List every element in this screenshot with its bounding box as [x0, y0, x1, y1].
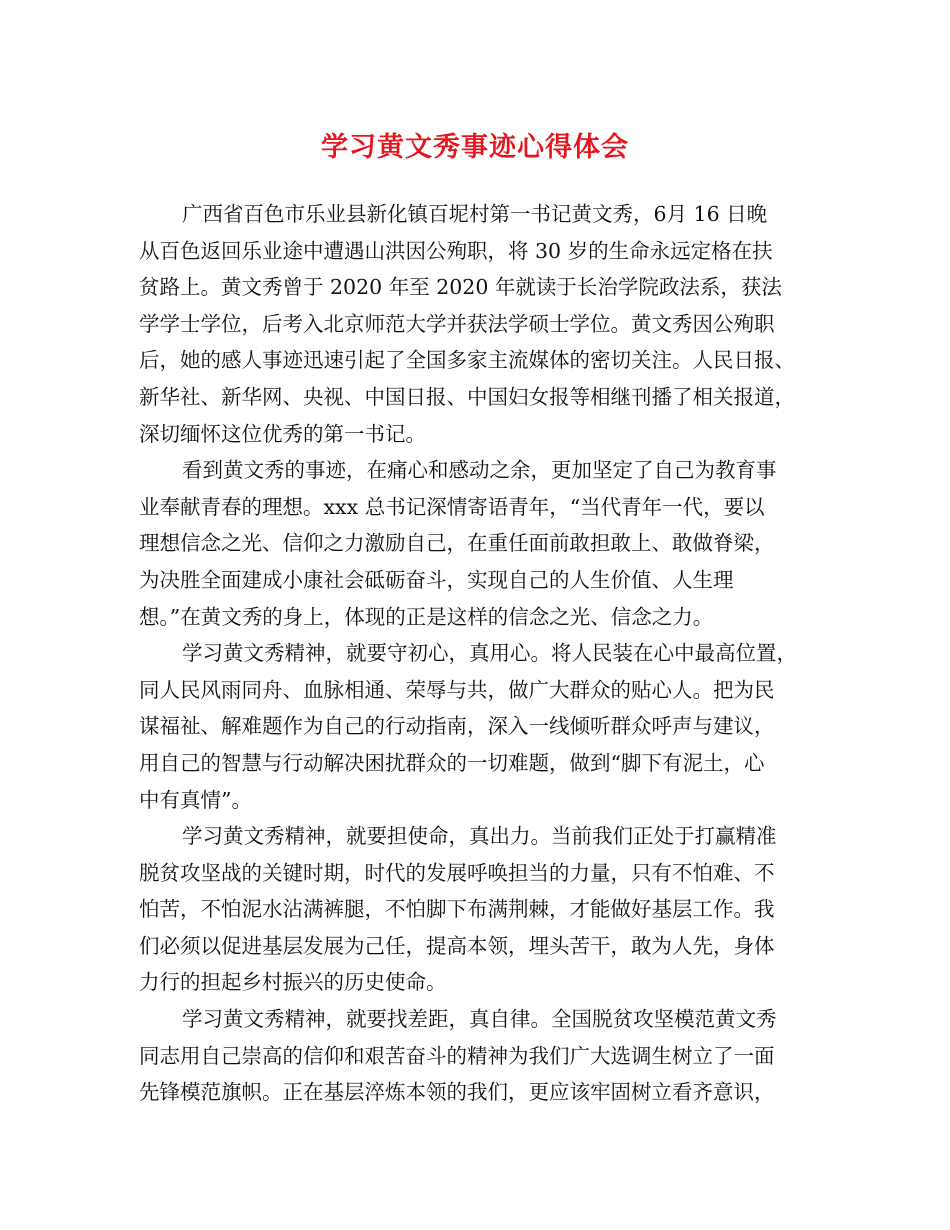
text-line: 学学士学位，后考入北京师范大学并获法学硕士学位。黄文秀因公殉职	[139, 311, 775, 336]
text-line: 看到黄文秀的事迹，在痛心和感动之余，更加坚定了自己为教育事	[182, 458, 777, 483]
text-line: 广西省百色市乐业县新化镇百坭村第一书记黄文秀，6月 16 日晚	[182, 202, 768, 226]
text-line: 想。”在黄文秀的身上，体现的正是这样的信念之光、信念之力。	[139, 604, 714, 629]
document-title: 学习黄文秀事迹心得体会	[321, 132, 629, 163]
text-line: 为决胜全面建成小康社会砥砺奋斗，实现自己的人生价值、人生理	[139, 567, 734, 592]
text-line: 后，她的感人事迹迅速引起了全国多家主流媒体的密切关注。人民日报、	[139, 348, 795, 373]
text-line: 新华社、新华网、央视、中国日报、中国妇女报等相继刊播了相关报道，	[139, 384, 795, 409]
text-line: 们必须以促进基层发展为己任，提高本领，埋头苦干，敢为人先，身体	[139, 933, 775, 958]
text-line: 中有真情”。	[139, 787, 252, 812]
text-line: 学习黄文秀精神，就要守初心，真用心。将人民装在心中最高位置，	[182, 641, 797, 666]
text-line: 从百色返回乐业途中遭遇山洪因公殉职，将 30 岁的生命永远定格在扶	[139, 238, 773, 263]
text-line: 用自己的智慧与行动解决困扰群众的一切难题，做到“脚下有泥土，心	[139, 750, 765, 775]
document-body	[139, 196, 819, 1111]
text-line: 力行的担起乡村振兴的历史使命。	[139, 970, 447, 995]
paragraph-1	[139, 196, 819, 452]
text-line: 学习黄文秀精神，就要担使命，真出力。当前我们正处于打赢精准	[182, 824, 777, 849]
paragraph-2	[139, 452, 819, 635]
paragraph-5	[139, 1001, 819, 1111]
text-line: 学习黄文秀精神，就要找差距，真自律。全国脱贫攻坚模范黄文秀	[182, 1007, 777, 1032]
text-line: 贫路上。黄文秀曾于 2020 年至 2020 年就读于长治学院政法系，获法	[139, 275, 782, 300]
paragraph-4	[139, 818, 819, 1001]
text-line: 先锋模范旗帜。正在基层淬炼本领的我们，更应该牢固树立看齐意识，	[139, 1080, 775, 1105]
text-line: 深切缅怀这位优秀的第一书记。	[139, 421, 426, 446]
text-line: 脱贫攻坚战的关键时期，时代的发展呼唤担当的力量，只有不怕难、不	[139, 860, 775, 885]
text-line: 同人民风雨同舟、血脉相通、荣辱与共，做广大群众的贴心人。把为民	[139, 677, 775, 702]
text-line: 谋福祉、解难题作为自己的行动指南，深入一线倾听群众呼声与建议，	[139, 714, 775, 739]
text-line: 怕苦，不怕泥水沾满裤腿，不怕脚下布满荆棘，才能做好基层工作。我	[139, 897, 775, 922]
text-line: 业奉献青春的理想。xxx 总书记深情寄语青年，“当代青年一代，要以	[139, 494, 765, 519]
text-line: 同志用自己崇高的信仰和艰苦奋斗的精神为我们广大选调生树立了一面	[139, 1043, 775, 1068]
text-line: 理想信念之光、信仰之力激励自己，在重任面前敢担敢上、敢做脊梁，	[139, 531, 775, 556]
paragraph-3	[139, 635, 819, 818]
